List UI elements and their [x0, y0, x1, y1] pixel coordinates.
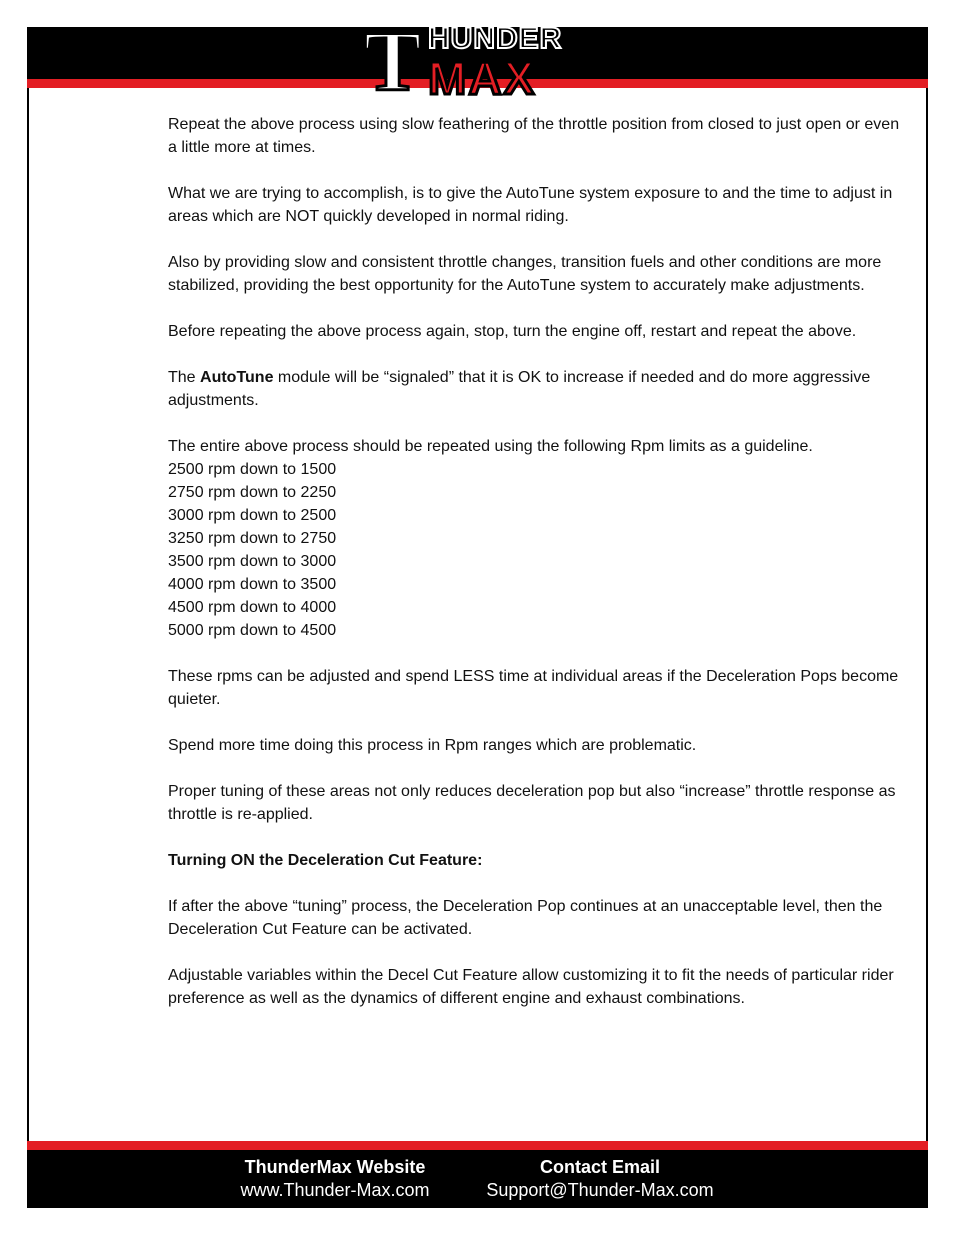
- rpm-item: 2500 rpm down to 1500: [168, 461, 337, 478]
- paragraph-11: Adjustable variables within the Decel Cut Feature allow customizing it to fit the needs of particular rider preference as well as the dynamics of different engine and exhaust combinations.: [168, 967, 894, 1007]
- paragraph-3: Also by providing slow and consistent throttle changes, transition fuels and other conditions are more stabilized, providing the best opportunity for the AutoTune system to accurately make adjustments.: [168, 254, 882, 294]
- email-link[interactable]: Support@Thunder-Max.com: [486, 1180, 714, 1200]
- rpm-item: 4000 rpm down to 3500: [168, 576, 337, 593]
- paragraph-4: Before repeating the above process again, stop, turn the engine off, restart and repeat the above.: [168, 323, 857, 340]
- footer-contact: [470, 1156, 730, 1202]
- website-link[interactable]: www.Thunder-Max.com: [240, 1180, 430, 1200]
- paragraph-8: Spend more time doing this process in Rpm ranges which are problematic.: [168, 737, 697, 754]
- rpm-item: 3250 rpm down to 2750: [168, 530, 337, 547]
- autotune-bold: AutoTune: [200, 369, 274, 386]
- rpm-item: 3000 rpm down to 2500: [168, 507, 337, 524]
- paragraph-9: Proper tuning of these areas not only reduces deceleration pop but also “increase” throttle response as throttle is re-applied.: [168, 783, 896, 823]
- document-body: [168, 113, 903, 1033]
- rpm-intro: The entire above process should be repeated using the following Rpm limits as a guideline.: [168, 438, 813, 455]
- logo-big-t: T: [364, 20, 422, 98]
- paragraph-5: The AutoTune module will be “signaled” that it is OK to increase if needed and do more aggressive adjustments.: [168, 369, 871, 409]
- footer-website: [220, 1156, 450, 1202]
- rpm-item: 2750 rpm down to 2250: [168, 484, 337, 501]
- section-heading: Turning ON the Deceleration Cut Feature:: [168, 852, 483, 869]
- logo-max: MAX: [428, 52, 537, 98]
- rpm-item: 4500 rpm down to 4000: [168, 599, 337, 616]
- paragraph-10: If after the above “tuning” process, the Deceleration Pop continues at an unacceptable level, then the Deceleration Cut Feature can be activated.: [168, 898, 883, 938]
- paragraph-7: These rpms can be adjusted and spend LESS time at individual areas if the Deceleration Pops become quieter.: [168, 668, 899, 708]
- thundermax-logo: [362, 20, 590, 98]
- website-title: ThunderMax Website: [244, 1157, 426, 1177]
- rpm-item: 5000 rpm down to 4500: [168, 622, 337, 639]
- paragraph-1: Repeat the above process using slow feathering of the throttle position from closed to just open or even a little more at times.: [168, 116, 900, 156]
- paragraph-2: What we are trying to accomplish, is to give the AutoTune system exposure to and the time to adjust in areas which are NOT quickly developed in normal riding.: [168, 185, 893, 225]
- rpm-item: 3500 rpm down to 3000: [168, 553, 337, 570]
- email-title: Contact Email: [539, 1157, 661, 1177]
- logo-hunder: HUNDER: [428, 22, 563, 55]
- footer-red-stripe: [27, 1141, 928, 1150]
